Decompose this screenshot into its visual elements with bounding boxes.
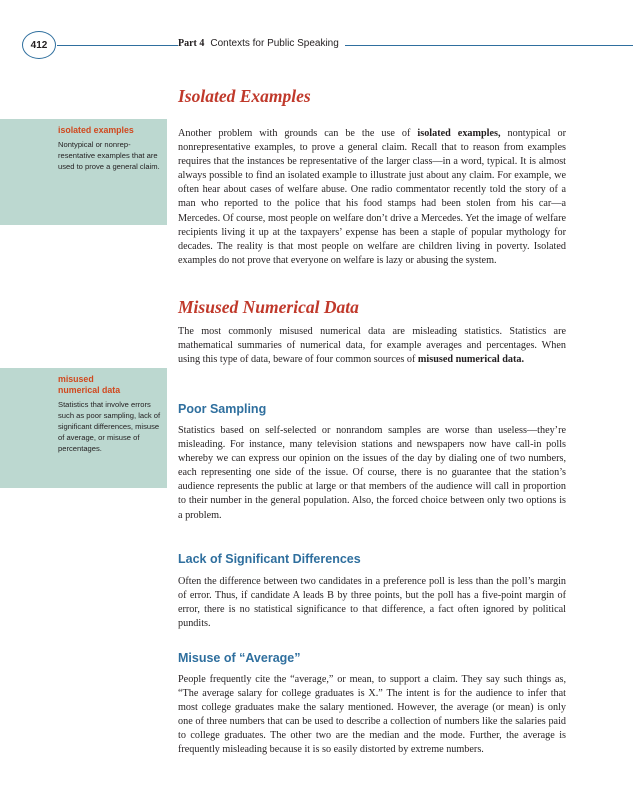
- margin-term: misused numerical data: [58, 374, 121, 395]
- subheading-lack-of-significant-differences: Lack of Significant Differences: [178, 552, 361, 566]
- key-term: isolated examples,: [417, 128, 501, 139]
- paragraph-text: nontypical or nonrepresentative examples, to prove a general claim. Recall that to reason from examples requires that the instances be representative of the larger class—in a word, typical. It is almost always possible to find an isolated example to illustrate just about any claim. For example, we often hear about cases of welfare abuse. One radio commentator recently told the story of a man who reported to the police that his food stamps had been stolen from his car—a Mercedes. Of course, most people on welfare don’t drive a Mercedes. Yet the image of welfare recipients living it up at the taxpayers’ expense has been a staple of popular mythology for decades. The reality is that most people on welfare are children living in poverty. Isolated examples do not prove that everyone on welfare is lazy or abusing the system.: [178, 128, 566, 266]
- margin-note-misused-numerical-data: [0, 368, 167, 488]
- paragraph-text: The most commonly misused numerical data are misleading statistics. Statistics are mathematical summaries of numerical data, for example averages and percentages. When using this type of data, beware of four common sources of: [178, 326, 566, 366]
- subheading-misuse-of-average: Misuse of “Average”: [178, 651, 301, 665]
- header-part: Part 4: [178, 38, 205, 49]
- paragraph-isolated-examples: [178, 127, 566, 268]
- key-term: misused numerical data.: [417, 354, 525, 366]
- page-number: [22, 31, 56, 59]
- margin-definition: Statistics that involve errors such as poor sampling, lack of significant differences, misuse of average, or misuse of percentages.: [58, 400, 161, 453]
- section-heading-isolated-examples: Isolated Examples: [178, 86, 311, 106]
- header-title: Contexts for Public Speaking: [210, 38, 339, 49]
- running-header: [178, 38, 345, 49]
- subheading-poor-sampling: Poor Sampling: [178, 402, 267, 416]
- margin-term: isolated examples: [58, 125, 134, 135]
- margin-note-isolated-examples: [0, 119, 167, 225]
- paragraph-poor-sampling: Statistics based on self-selected or nonrandom samples are worse than useless—they’re misleading. For instance, many television stations and newspapers now have call-in polls whereby we can express our opinion on the issues of the day by dialing one of two numbers, each representing one side of the issue. Of course, there is no guarantee that the station’s audience represents the public at large or that members of the audience will call in proportion to their number in the general population. Also, the forced choice between only two options is a problem.: [178, 425, 566, 521]
- paragraph-misuse-of-average: People frequently cite the “average,” or mean, to support a claim. They say such things as, “The average salary for college graduates is X.” The intent is for the audience to infer that most college graduates make the salary mentioned. However, the average (or mean) is only one of three numbers that can be used to describe a collection of numbers like the salaries paid to college graduates. The other two are the median and the mode. Further, the average is frequently misleading because it is so easily distorted by extreme numbers.: [178, 674, 566, 756]
- paragraph-misused-numerical-data: [178, 325, 566, 367]
- page-number-text: 412: [30, 39, 48, 51]
- paragraph-lack-of-significant-differences: Often the difference between two candidates in a preference poll is less than the poll’s margin of error. Thus, if candidate A leads B by three points, but the poll has a five-point margin of error, there is no statistical significance to that difference, a fact often ignored by political pundits.: [178, 576, 566, 630]
- section-heading-misused-numerical-data: Misused Numerical Data: [178, 297, 359, 317]
- margin-definition: Nontypical or nonrepresentative examples that are used to prove a general claim.: [58, 140, 160, 171]
- paragraph-text: Another problem with grounds can be the use of: [178, 128, 418, 139]
- header-rule: [57, 45, 633, 46]
